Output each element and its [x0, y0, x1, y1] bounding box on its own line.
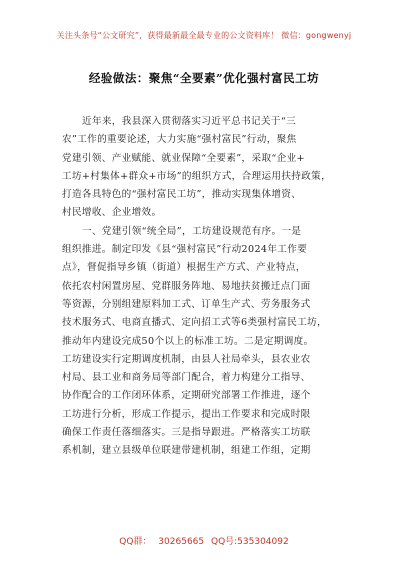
body-line: 系机制，建立县级单位联建带建机制，组建工作组，定期 [62, 445, 311, 457]
document-title: 经验做法：聚焦“全要素”优化强村富民工坊 [88, 71, 320, 85]
document-body [62, 113, 348, 461]
body-line: 依托农村闲置房屋、党群服务阵地、易地扶贫搬迁点门面 [62, 280, 311, 292]
body-line: 点》，督促指导乡镇（街道）根据生产方式、产业特点， [62, 262, 306, 274]
body-line: 一、党建引领“统全局”，工坊建设规范有序。一是 [82, 225, 302, 237]
body-line: 推动年内建设完成50个以上的标准工坊。二是定期调度。 [62, 335, 314, 347]
footer-contact: QQ群： 30265665 QQ号:535304092 [119, 537, 289, 547]
body-line: 打造各具特色的“强村富民工坊”，推动实现集体增资、 [62, 189, 302, 201]
body-line: 工坊进行分析，形成工作提示，提出工作要求和完成时限 [62, 408, 311, 420]
body-line: 工坊+村集体+群众+市场”的组织方式，合理运用扶持政策， [62, 170, 332, 182]
body-line: 农”工作的重要论述，大力实施“强村富民”行动，聚焦 [62, 134, 297, 146]
body-line: 确保工作责任落细落实。三是指导跟进。严格落实工坊联 [62, 427, 311, 439]
body-line: 近年来，我县深入贯彻落实习近平总书记关于“三 [82, 116, 297, 127]
body-line: 技术服务式、电商直播式、定向招工式等6类强村富民工坊， [62, 317, 327, 329]
body-line: 组织推进。制定印发《县“强村富民”行动2024年工作要 [62, 244, 308, 256]
body-line: 村局、县工业和商务局等部门配合，着力构建分工指导、 [62, 372, 311, 384]
body-line: 村民增收、企业增效。 [62, 207, 162, 219]
body-line: 工坊建设实行定期调度机制，由县人社局牵头，县农业农 [62, 353, 311, 365]
header-promo: 关注头条号“公文研究”，获得最新最全最专业的公文资料库！ 微信：gongwenyj [56, 31, 352, 40]
body-line: 协作配合的工作闭环体系，定期研究部署工作推进，逐个 [62, 390, 311, 402]
body-line: 党建引领、产业赋能、就业保障“全要素”，采取“企业+ [62, 152, 305, 164]
body-line: 等资源，分别组建原料加工式、订单生产式、劳务服务式 [62, 298, 311, 310]
